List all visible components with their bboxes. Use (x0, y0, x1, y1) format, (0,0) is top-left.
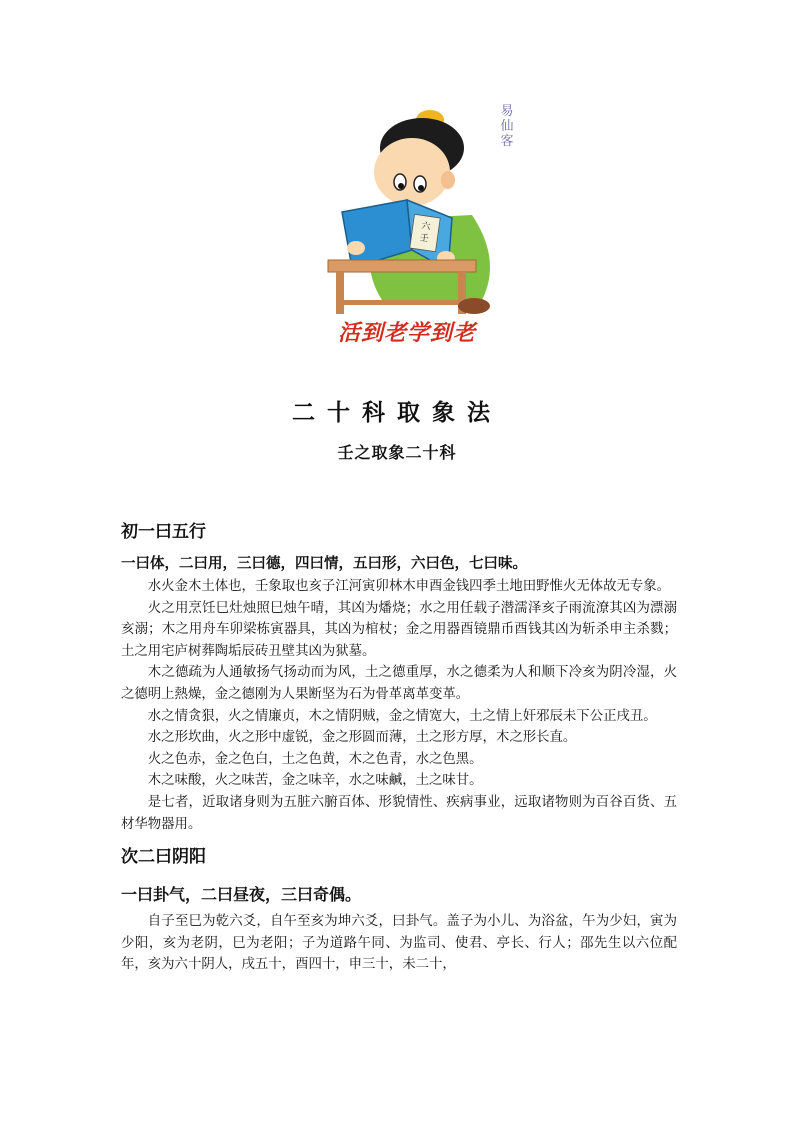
paragraph: 是七者，近取诸身则为五脏六腑百体、形貌情性、疾病事业，远取诸物则为百谷百货、五材华物器用。 (121, 794, 677, 832)
slogan: 活到老学到老 (337, 321, 476, 346)
paragraph: 水之形坎曲，火之形中虚锐，金之形圆而薄，土之形方厚，木之形长直。 (147, 730, 577, 746)
book-cover-label: 六壬 (419, 221, 431, 245)
face (374, 138, 450, 206)
scholar-reading-illustration (312, 100, 512, 350)
paragraph: 木之味酸，火之味苦，金之味辛，水之味鹹，土之味甘。 (147, 773, 483, 789)
paragraph: 水火金木土体也，壬象取也亥子江河寅卯林木申酉金钱四季土地田野惟火无体故无专象。 (147, 579, 671, 594)
paragraph: 水之情贪狠，火之情廉贞，木之情阴贼，金之情宽大，土之情上奸邪辰未下公正戌丑。 (147, 708, 657, 724)
side-label: 易仙客 (500, 104, 514, 149)
document-subtitle: 壬之取象二十科 (337, 443, 457, 462)
desk-top (328, 260, 476, 272)
document-body (121, 520, 677, 976)
document-title: 二十科取象法 (292, 400, 502, 426)
section-heading: 初一曰五行 (121, 522, 206, 542)
section-heading: 次二曰阴阳 (121, 847, 206, 868)
section-subheading: 一曰体，二曰用，三曰德，四曰情，五曰形，六曰色，七曰味。 (121, 556, 527, 572)
paragraph: 自子至巳为乾六爻，自午至亥为坤六爻，曰卦气。盖子为小儿、为浴盆，午为少妇，寅为少阳，亥为老阴，巳为老阳；子为道路午同、为监司、使君、亭长、行人；邵先生以六位配年，亥为六十阴人，戌五十，酉四十，申三十，未二十， (121, 914, 677, 973)
paragraph: 木之德疏为人通敏扬气扬动而为风，土之德重厚，水之德柔为人和顺下冷亥为阴冷湿，火之德明上熱燥，金之德刚为人果断坚为石为骨革离革变革。 (121, 665, 677, 702)
paragraph: 火之用烹饪巳灶烛照巳烛午晴，其凶为燔烧；水之用任载子潜濡泽亥子雨流潦其凶为漂溺亥溺；木之用舟车卯梁栋寅器具，其凶为棺杖；金之用器酉镜鼎币酉钱其凶为斩杀申主杀戮；土之用宅庐树葬陶垢辰砖丑壁其凶为狱墓。 (121, 600, 677, 659)
section-subheading: 一曰卦气，二曰昼夜，三曰奇偶。 (121, 885, 362, 905)
paragraph: 火之色赤，金之色白，土之色黄，木之色青，水之色黑。 (147, 751, 483, 767)
